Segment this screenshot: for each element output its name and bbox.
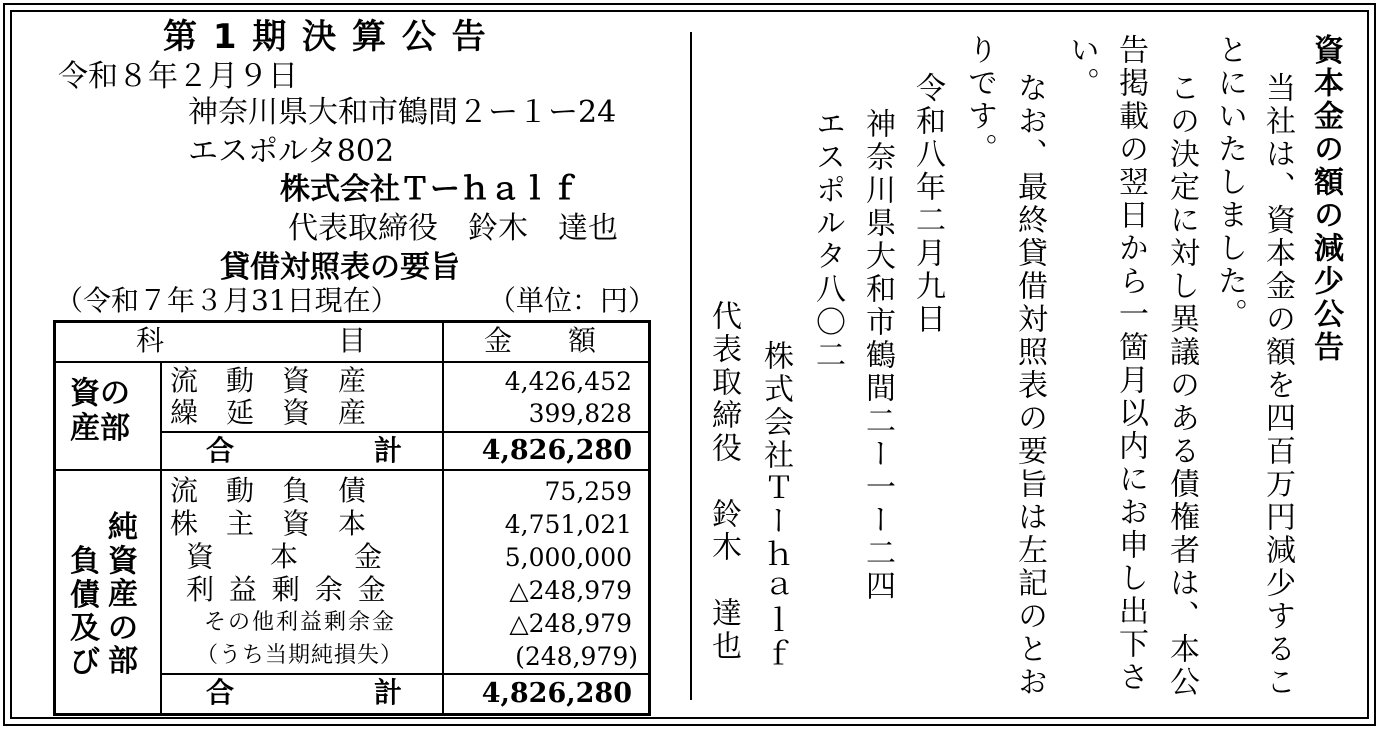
table-rule bbox=[442, 323, 444, 713]
table-rule bbox=[56, 361, 648, 363]
assets-row-value: 4,426,452 bbox=[504, 367, 632, 396]
liabilities-row-label: 株 主 資 本 bbox=[170, 507, 367, 540]
notice-body-line: 当社は、資本金の額を四百万円減少するこ bbox=[1260, 72, 1295, 699]
company-name: 株式会社Ｔーｈａｌｆ bbox=[280, 172, 580, 207]
notice-body-line: 告掲載の翌日から一箇月以内にお申し出下さ bbox=[1113, 34, 1148, 694]
settlement-title: 第 1 期 決 算 公 告 bbox=[163, 17, 488, 57]
assets-row-label: 流 動 資 産 bbox=[170, 364, 367, 397]
representative: 代表取締役 鈴木 達也 bbox=[288, 211, 618, 246]
capital-reduction-title: 資本金の額の減少公告 bbox=[1308, 34, 1343, 364]
company-address-line2: エスポルタ802 bbox=[188, 134, 395, 169]
notice-body-line: りです。 bbox=[962, 34, 997, 166]
liabilities-row-value: (248,979) bbox=[515, 642, 638, 671]
notice-body-line: この決定に対し異議のある債権者は、本公 bbox=[1164, 72, 1199, 699]
notice-address-line2: エスポルタ八〇二 bbox=[810, 108, 845, 372]
column-divider bbox=[690, 32, 692, 700]
net-assets-section-label: 純 資 産 の 部 bbox=[108, 510, 138, 680]
notice-address-line1: 神奈川県大和市鶴間二ー一ー二四 bbox=[860, 108, 895, 603]
liabilities-total-label: 合 bbox=[206, 676, 235, 709]
notice-company-name: 株式会社Ｔーｈａｌｆ bbox=[758, 340, 793, 670]
liabilities-total-value: 4,826,280 bbox=[481, 678, 632, 709]
liabilities-total-label: 計 bbox=[374, 676, 403, 709]
announcement-date: 令和８年２月９日 bbox=[58, 59, 298, 94]
liabilities-row-label: その他利益剰余金 bbox=[204, 610, 397, 635]
liabilities-row-value: △248,979 bbox=[509, 576, 632, 605]
header-subject-1: 科 bbox=[136, 324, 165, 357]
table-rule bbox=[56, 469, 648, 471]
balance-sheet-unit: （単位：円） bbox=[488, 284, 657, 317]
liabilities-row-label: （うち当期純損失） bbox=[196, 643, 404, 668]
assets-total-label: 合 bbox=[206, 434, 235, 467]
notice-body-line: とにいたしました。 bbox=[1212, 34, 1247, 331]
notice-date: 令和八年二月九日 bbox=[910, 72, 945, 336]
notice-body-line: なお、最終貸借対照表の要旨は左記のとお bbox=[1012, 72, 1047, 699]
liabilities-row-value: △248,979 bbox=[509, 609, 632, 638]
assets-total-value: 4,826,280 bbox=[481, 435, 632, 466]
assets-row-value: 399,828 bbox=[528, 399, 632, 428]
liabilities-row-label: 利 益 剰 余 金 bbox=[186, 573, 389, 606]
assets-total-label: 計 bbox=[374, 434, 403, 467]
table-rule bbox=[160, 361, 162, 713]
liabilities-section-label: 負 債 及 び bbox=[70, 544, 100, 680]
notice-representative: 代表取締役 鈴木 達也 bbox=[706, 300, 741, 663]
notice-body-line: い。 bbox=[1064, 34, 1099, 100]
liabilities-row-label: 流 動 負 債 bbox=[170, 474, 367, 507]
header-subject-2: 目 bbox=[338, 324, 367, 357]
table-rule bbox=[160, 431, 648, 433]
liabilities-row-value: 5,000,000 bbox=[504, 543, 632, 572]
company-address-line1: 神奈川県大和市鶴間２ー１ー24 bbox=[188, 95, 617, 130]
table-rule bbox=[160, 673, 648, 675]
liabilities-row-value: 4,751,021 bbox=[504, 510, 632, 539]
liabilities-row-value: 75,259 bbox=[544, 477, 632, 506]
assets-section-label: 資の 産部 bbox=[70, 376, 130, 446]
header-amount: 金 額 bbox=[484, 324, 597, 357]
balance-sheet-table bbox=[53, 320, 651, 716]
assets-row-label: 繰 延 資 産 bbox=[170, 396, 367, 429]
balance-sheet-title: 貸借対照表の要旨 bbox=[220, 250, 460, 285]
balance-sheet-date: （令和７年３月31日現在） bbox=[55, 284, 399, 317]
liabilities-row-label: 資 本 金 bbox=[186, 540, 383, 573]
